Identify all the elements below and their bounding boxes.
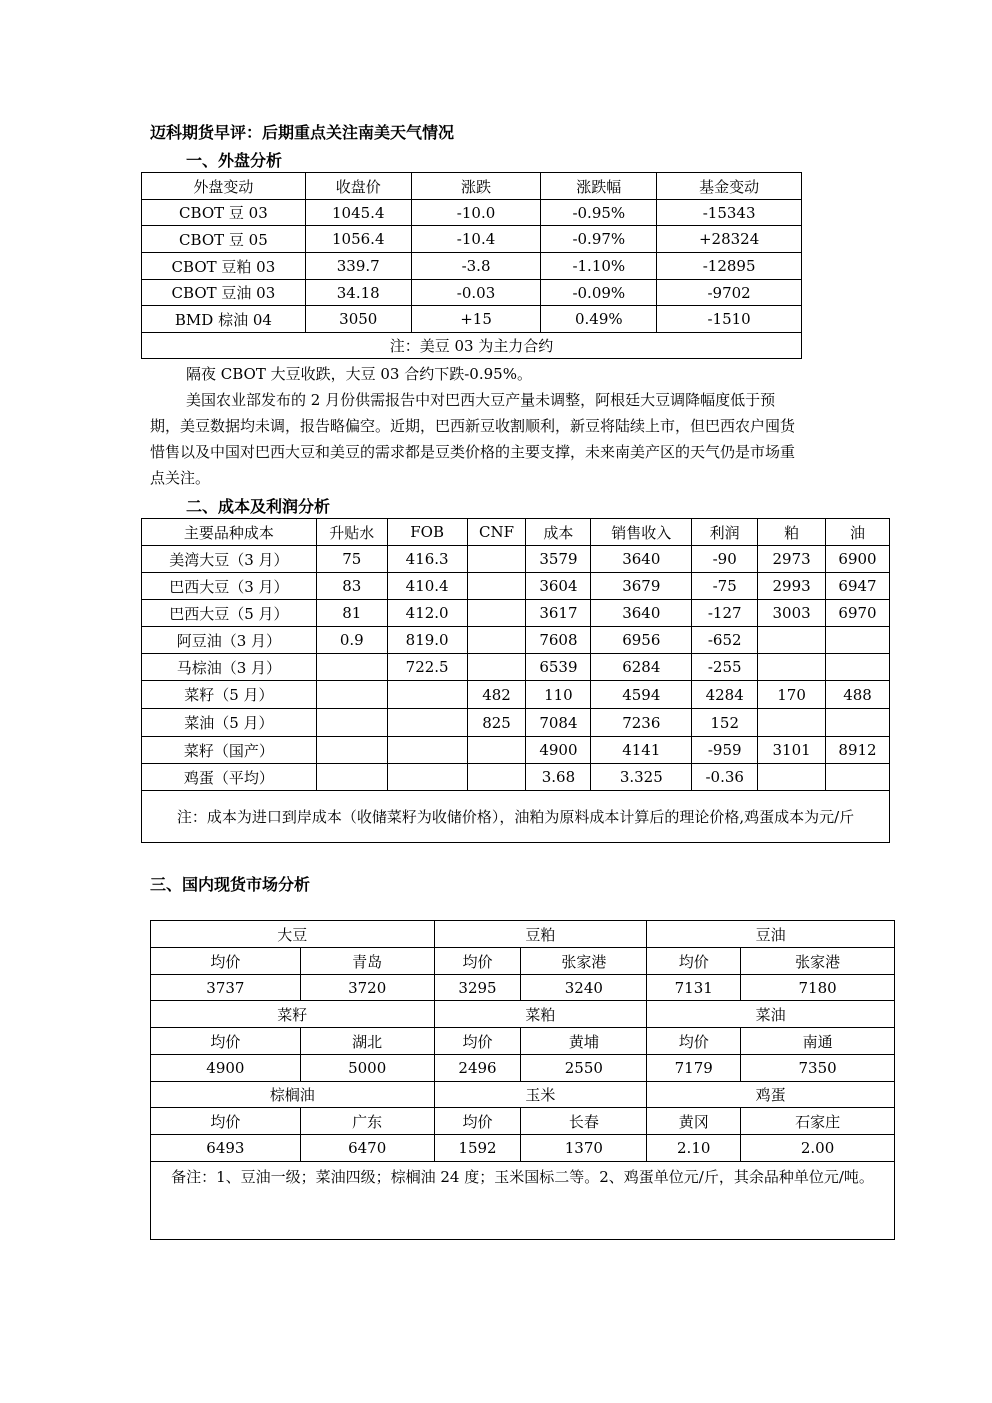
table-cell: 3.68 xyxy=(526,764,591,791)
header-cell: 涨跌幅 xyxy=(541,173,657,200)
table-cell: CBOT 豆 03 xyxy=(142,200,306,226)
table-row xyxy=(142,546,890,573)
table-cell: 巴西大豆（3 月） xyxy=(142,573,317,600)
table-note: 注：成本为进口到岸成本（收储菜籽为收储价格），油粕为原料成本计算后的理论价格,鸡蛋成本为元/斤 xyxy=(142,791,890,843)
cost-profit-table xyxy=(141,518,890,843)
table-cell xyxy=(387,709,467,737)
table-cell xyxy=(467,764,526,791)
commodity-name: 菜粕 xyxy=(434,1001,647,1028)
table-cell: 1056.4 xyxy=(305,226,411,253)
table-cell xyxy=(387,737,467,764)
table-cell: 鸡蛋（平均） xyxy=(142,764,317,791)
table-cell: 6539 xyxy=(526,654,591,681)
price-value: 2.10 xyxy=(647,1135,741,1162)
table-cell: 34.18 xyxy=(305,280,411,306)
table-cell: CBOT 豆 05 xyxy=(142,226,306,253)
price-value: 3240 xyxy=(521,975,647,1001)
table-row xyxy=(142,253,802,280)
table-cell: -0.97% xyxy=(541,226,657,253)
table-row xyxy=(142,226,802,253)
price-label: 黄埔 xyxy=(521,1028,647,1055)
table-cell: 菜籽（国产） xyxy=(142,737,317,764)
price-value: 7180 xyxy=(741,975,895,1001)
table-cell: -0.36 xyxy=(692,764,758,791)
price-label: 均价 xyxy=(151,948,301,975)
table-cell: 6956 xyxy=(591,627,692,654)
table-row xyxy=(142,737,890,764)
table-cell xyxy=(758,627,826,654)
table-cell: BMD 棕油 04 xyxy=(142,306,306,333)
commodity-name: 玉米 xyxy=(434,1082,647,1108)
table-cell: 7084 xyxy=(526,709,591,737)
table-cell: 3604 xyxy=(526,573,591,600)
table-cell: 菜籽（5 月） xyxy=(142,681,317,709)
header-cell: 粕 xyxy=(758,519,826,546)
paragraph: 美国农业部发布的 2 月份供需报告中对巴西大豆产量未调整，阿根廷大豆调降幅度低于预期，美豆数据均未调，报告略偏空。近期，巴西新豆收割顺利，新豆将陆续上市，但巴西农户囤货惜售以及中国对巴西大豆和美豆的需求都是豆类价格的主要支撑，未来南美产区的天气仍是市场重点关注。 xyxy=(150,391,796,487)
price-value: 2.00 xyxy=(741,1135,895,1162)
table-header-row xyxy=(142,173,802,200)
price-label: 湖北 xyxy=(300,1028,434,1055)
price-value: 2550 xyxy=(521,1055,647,1082)
table-cell: -1.10% xyxy=(541,253,657,280)
table-row xyxy=(142,600,890,627)
table-cell: 3.325 xyxy=(591,764,692,791)
table-cell: 488 xyxy=(826,681,890,709)
table-cell: -1510 xyxy=(657,306,802,333)
commodity-name: 豆油 xyxy=(647,921,895,948)
table-cell xyxy=(316,709,387,737)
table-row xyxy=(151,1055,895,1082)
table-cell: 412.0 xyxy=(387,600,467,627)
table-cell: -15343 xyxy=(657,200,802,226)
table-cell xyxy=(316,737,387,764)
table-cell: 8912 xyxy=(826,737,890,764)
table-cell xyxy=(826,654,890,681)
table-cell: -12895 xyxy=(657,253,802,280)
table-cell: 81 xyxy=(316,600,387,627)
table-cell: 7236 xyxy=(591,709,692,737)
section2-heading: 二、成本及利润分析 xyxy=(186,497,331,516)
table-row xyxy=(142,306,802,333)
spot-market-table xyxy=(150,920,895,1240)
table-cell xyxy=(826,764,890,791)
header-cell: 油 xyxy=(826,519,890,546)
header-cell: FOB xyxy=(387,519,467,546)
table-cell: 819.0 xyxy=(387,627,467,654)
table-cell: +28324 xyxy=(657,226,802,253)
table-cell: 4284 xyxy=(692,681,758,709)
table-cell xyxy=(387,681,467,709)
header-cell: 外盘变动 xyxy=(142,173,306,200)
table-cell: 马棕油（3 月） xyxy=(142,654,317,681)
table-cell: 3579 xyxy=(526,546,591,573)
table-cell: 825 xyxy=(467,709,526,737)
commodity-name: 棕榈油 xyxy=(151,1082,435,1108)
table-cell: -127 xyxy=(692,600,758,627)
header-cell: 升贴水 xyxy=(316,519,387,546)
price-label: 均价 xyxy=(434,1108,521,1135)
price-value: 7350 xyxy=(741,1055,895,1082)
table-cell: 3050 xyxy=(305,306,411,333)
table-cell: 6947 xyxy=(826,573,890,600)
price-label: 均价 xyxy=(151,1028,301,1055)
table-row xyxy=(151,1108,895,1135)
price-value: 6470 xyxy=(300,1135,434,1162)
table-cell: -75 xyxy=(692,573,758,600)
table-cell: 0.49% xyxy=(541,306,657,333)
price-label: 青岛 xyxy=(300,948,434,975)
table-cell: 3640 xyxy=(591,600,692,627)
table-cell xyxy=(758,764,826,791)
table-cell xyxy=(758,654,826,681)
table-cell: 722.5 xyxy=(387,654,467,681)
table-row xyxy=(142,654,890,681)
table-cell: -90 xyxy=(692,546,758,573)
table-cell: 4900 xyxy=(526,737,591,764)
paragraph: 隔夜 CBOT 大豆收跌，大豆 03 合约下跌-0.95%。 xyxy=(186,365,532,383)
price-label: 均价 xyxy=(434,948,521,975)
price-value: 1592 xyxy=(434,1135,521,1162)
commodity-name: 豆粕 xyxy=(434,921,647,948)
table-cell: 2973 xyxy=(758,546,826,573)
table-row xyxy=(151,921,895,948)
header-cell: 销售收入 xyxy=(591,519,692,546)
table-row xyxy=(151,1082,895,1108)
price-label: 均价 xyxy=(434,1028,521,1055)
table-row xyxy=(142,681,890,709)
table-cell: -255 xyxy=(692,654,758,681)
table-cell xyxy=(387,764,467,791)
table-cell xyxy=(467,627,526,654)
table-cell: -10.4 xyxy=(411,226,541,253)
header-cell: 基金变动 xyxy=(657,173,802,200)
table-cell: -0.03 xyxy=(411,280,541,306)
table-cell xyxy=(316,654,387,681)
table-cell xyxy=(467,654,526,681)
price-value: 4900 xyxy=(151,1055,301,1082)
table-cell: -0.09% xyxy=(541,280,657,306)
table-cell: -3.8 xyxy=(411,253,541,280)
table-cell: 4594 xyxy=(591,681,692,709)
table-header-row xyxy=(142,519,890,546)
table-row xyxy=(142,764,890,791)
price-value: 7131 xyxy=(647,975,741,1001)
table-cell: 3617 xyxy=(526,600,591,627)
page-title: 迈科期货早评：后期重点关注南美天气情况 xyxy=(150,123,455,142)
commodity-name: 菜油 xyxy=(647,1001,895,1028)
price-value: 1370 xyxy=(521,1135,647,1162)
table-cell: 3003 xyxy=(758,600,826,627)
table-cell: 0.9 xyxy=(316,627,387,654)
table-cell xyxy=(467,573,526,600)
price-value: 3295 xyxy=(434,975,521,1001)
table-cell: CBOT 豆油 03 xyxy=(142,280,306,306)
table-cell: 6970 xyxy=(826,600,890,627)
table-cell: 110 xyxy=(526,681,591,709)
header-cell: 成本 xyxy=(526,519,591,546)
table-row xyxy=(142,709,890,737)
commodity-name: 菜籽 xyxy=(151,1001,435,1028)
table-row xyxy=(142,200,802,226)
table-row xyxy=(142,573,890,600)
table-note-row xyxy=(142,333,802,359)
section3-heading: 三、国内现货市场分析 xyxy=(150,875,311,894)
header-cell: 利润 xyxy=(692,519,758,546)
table-cell: -10.0 xyxy=(411,200,541,226)
table-cell xyxy=(467,737,526,764)
price-label: 张家港 xyxy=(521,948,647,975)
table-note-row xyxy=(142,791,890,843)
header-cell: 收盘价 xyxy=(305,173,411,200)
table-cell: 1045.4 xyxy=(305,200,411,226)
price-label: 张家港 xyxy=(741,948,895,975)
table-cell: 6284 xyxy=(591,654,692,681)
table-cell: 339.7 xyxy=(305,253,411,280)
table-cell: 3101 xyxy=(758,737,826,764)
table-row xyxy=(142,627,890,654)
price-value: 3720 xyxy=(300,975,434,1001)
table-cell: 3679 xyxy=(591,573,692,600)
table-note-row xyxy=(151,1162,895,1240)
table-cell: CBOT 豆粕 03 xyxy=(142,253,306,280)
table-cell: 3640 xyxy=(591,546,692,573)
table-cell xyxy=(316,681,387,709)
table-cell: 170 xyxy=(758,681,826,709)
table-cell: 7608 xyxy=(526,627,591,654)
table-cell: -9702 xyxy=(657,280,802,306)
table-cell: 75 xyxy=(316,546,387,573)
price-value: 2496 xyxy=(434,1055,521,1082)
price-label: 石家庄 xyxy=(741,1108,895,1135)
table-cell: 416.3 xyxy=(387,546,467,573)
table-note: 备注：1、豆油一级；菜油四级；棕榈油 24 度；玉米国标二等。2、鸡蛋单位元/斤，其余品种单位元/吨。 xyxy=(151,1162,895,1240)
price-value: 6493 xyxy=(151,1135,301,1162)
header-cell: CNF xyxy=(467,519,526,546)
table-cell xyxy=(826,709,890,737)
commodity-name: 鸡蛋 xyxy=(647,1082,895,1108)
price-label: 广东 xyxy=(300,1108,434,1135)
table-cell: 2993 xyxy=(758,573,826,600)
foreign-market-table xyxy=(141,172,802,359)
price-label: 均价 xyxy=(151,1108,301,1135)
header-cell: 主要品种成本 xyxy=(142,519,317,546)
table-cell: 4141 xyxy=(591,737,692,764)
table-cell: +15 xyxy=(411,306,541,333)
table-row xyxy=(151,948,895,975)
table-cell: -959 xyxy=(692,737,758,764)
table-cell: 482 xyxy=(467,681,526,709)
table-cell xyxy=(467,546,526,573)
price-label: 南通 xyxy=(741,1028,895,1055)
commodity-name: 大豆 xyxy=(151,921,435,948)
table-row xyxy=(151,1001,895,1028)
table-row xyxy=(151,1028,895,1055)
table-cell: 83 xyxy=(316,573,387,600)
table-cell xyxy=(758,709,826,737)
table-cell: -0.95% xyxy=(541,200,657,226)
table-cell: 美湾大豆（3 月） xyxy=(142,546,317,573)
table-cell: 菜油（5 月） xyxy=(142,709,317,737)
table-row xyxy=(151,975,895,1001)
price-value: 7179 xyxy=(647,1055,741,1082)
table-cell xyxy=(826,627,890,654)
table-row xyxy=(142,280,802,306)
table-cell: 152 xyxy=(692,709,758,737)
table-cell: 阿豆油（3 月） xyxy=(142,627,317,654)
table-cell: 410.4 xyxy=(387,573,467,600)
price-label: 黄冈 xyxy=(647,1108,741,1135)
table-cell: 6900 xyxy=(826,546,890,573)
table-cell: 巴西大豆（5 月） xyxy=(142,600,317,627)
table-cell xyxy=(467,600,526,627)
price-label: 均价 xyxy=(647,948,741,975)
header-cell: 涨跌 xyxy=(411,173,541,200)
price-value: 5000 xyxy=(300,1055,434,1082)
price-label: 长春 xyxy=(521,1108,647,1135)
section1-heading: 一、外盘分析 xyxy=(186,151,283,170)
table-row xyxy=(151,1135,895,1162)
table-cell: -652 xyxy=(692,627,758,654)
table-cell xyxy=(316,764,387,791)
table-note: 注：美豆 03 为主力合约 xyxy=(142,333,802,359)
price-label: 均价 xyxy=(647,1028,741,1055)
price-value: 3737 xyxy=(151,975,301,1001)
